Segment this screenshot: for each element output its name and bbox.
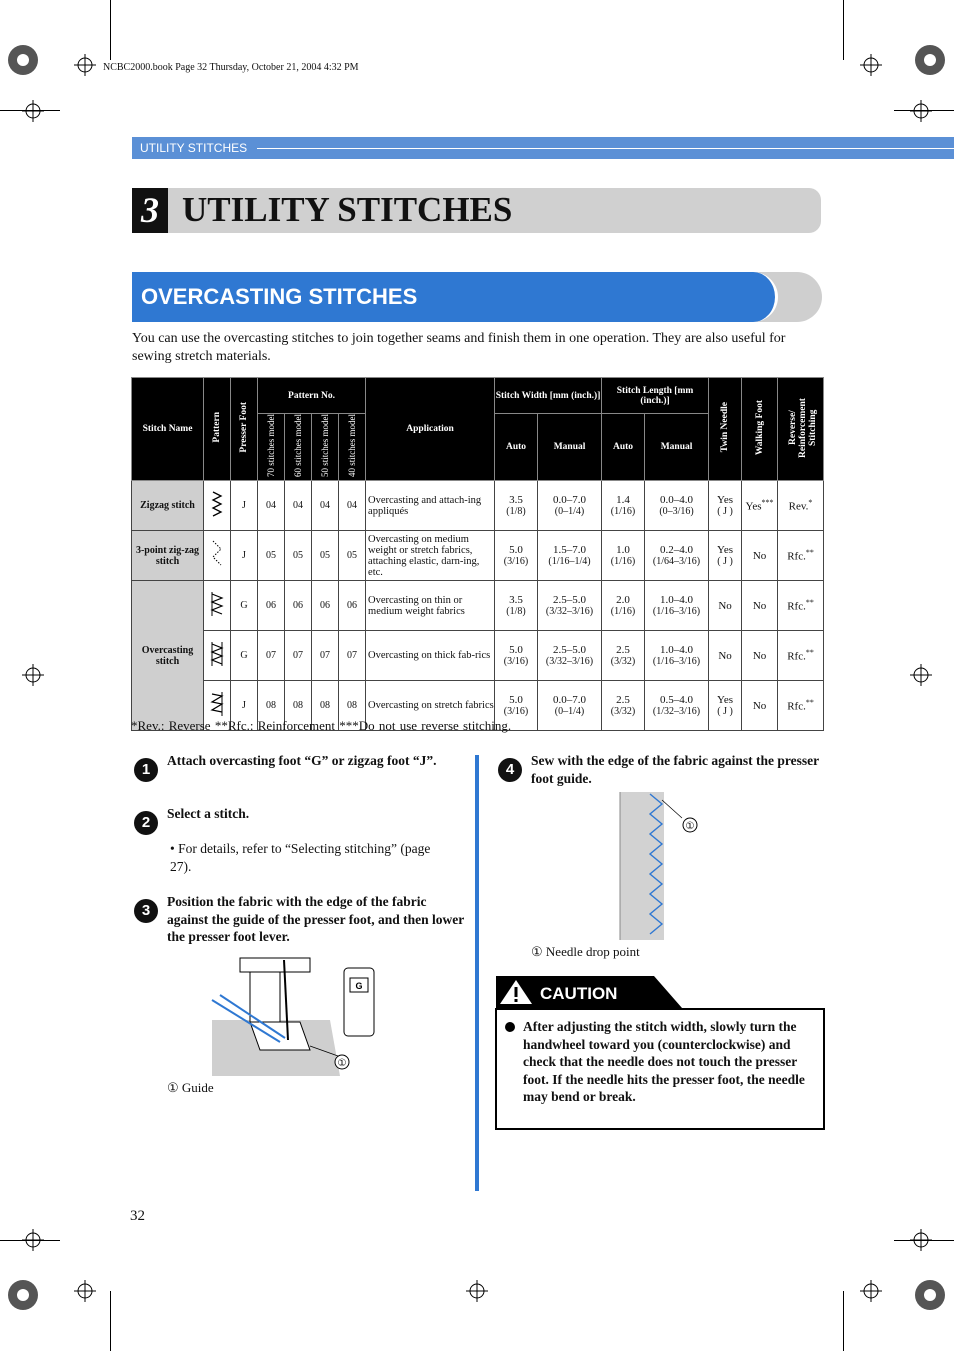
length-manual: 0.2–4.0 (1/64–3/16) [645,531,709,581]
step-bullet: • For details, refer to “Selecting stitching” (page 27). [170,841,431,874]
presser-foot-illustration [210,950,382,1078]
width-manual: 2.5–5.0 (3/32–3/16) [538,631,602,681]
header-manual: Manual [645,414,709,481]
application: Overcasting and attach-ing appliqués [366,481,495,531]
twin-needle: No [709,581,742,631]
callout-label: ① [685,821,695,832]
zigzag-pattern-icon [204,481,231,531]
length-manual: 0.0–4.0 (0–3/16) [645,481,709,531]
caution-box [495,1008,825,1130]
registration-mark-icon [912,1277,948,1313]
pattern-no: 05 [285,531,312,581]
length-auto: 2.5 (3/32) [602,631,645,681]
length-auto: 1.4 (1/16) [602,481,645,531]
stitch-name: Overcasting stitch [132,581,204,731]
pattern-no: 05 [339,531,366,581]
pattern-no: 06 [312,581,339,631]
page-number: 32 [130,1208,145,1224]
section-title: OVERCASTING STITCHES [141,284,418,309]
three-point-zigzag-pattern-icon [204,531,231,581]
crosshair-icon [910,100,932,122]
overcasting-pattern-icon [204,581,231,631]
crosshair-icon [22,1229,44,1251]
twin-needle: No [709,631,742,681]
header-pattern-no: Pattern No. [258,378,366,414]
length-manual: 1.0–4.0 (1/16–3/16) [645,631,709,681]
length-auto: 2.5 (3/32) [602,681,645,731]
pattern-no: 06 [258,581,285,631]
callout-label: ① [337,1058,347,1069]
crosshair-icon [74,54,96,76]
pattern-no: 06 [339,581,366,631]
overcasting-thick-pattern-icon [204,631,231,681]
crosshair-icon [22,664,44,686]
crosshair-icon [910,664,932,686]
table-row [132,531,824,581]
header-twin-needle: Twin Needle [720,402,731,453]
twin-needle: Yes ( J ) [709,531,742,581]
table-footnote: *Rev.: Reverse **Rfc.: Reinforcement ***Do not use reverse stitching. [131,718,512,733]
pattern-no: 07 [312,631,339,681]
figure-caption: ① Needle drop point [531,944,640,959]
header-auto: Auto [602,414,645,481]
crosshair-icon [466,1280,488,1302]
walking-foot: No [742,631,778,681]
column-divider [475,755,479,1191]
pattern-no: 08 [285,681,312,731]
header-manual: Manual [538,414,602,481]
step-number: 2 [134,811,158,835]
chapter-banner [132,188,821,233]
pattern-no: 05 [312,531,339,581]
length-manual: 1.0–4.0 (1/16–3/16) [645,581,709,631]
step-number: 4 [498,758,522,782]
registration-mark-icon [5,42,41,78]
header-auto: Auto [495,414,538,481]
table-row [132,481,824,531]
width-manual: 2.5–5.0 (3/32–3/16) [538,581,602,631]
pattern-no: 07 [285,631,312,681]
header-reverse: Reverse/ Reinforcement Stitching [787,397,818,458]
application: Overcasting on medium weight or stretch fabrics, attaching elastic, darn-ing, etc. [366,531,495,581]
presser-foot: J [231,481,258,531]
walking-foot: No [742,581,778,631]
crosshair-icon [74,1280,96,1302]
running-header [132,137,954,159]
length-auto: 1.0 (1/16) [602,531,645,581]
pattern-no: 06 [285,581,312,631]
reverse: Rfc.** [778,531,824,581]
application: Overcasting on stretch fabrics [366,681,495,731]
presser-foot: J [231,681,258,731]
stitch-name: Zigzag stitch [132,481,204,531]
width-auto: 3.5 (1/8) [495,481,538,531]
step-text: Attach overcasting foot “G” or zigzag foot “J”. [167,753,437,768]
header-model: 40 stitches model [347,414,358,477]
pattern-no: 05 [258,531,285,581]
width-manual: 0.0–7.0 (0–1/4) [538,681,602,731]
file-info: NCBC2000.book Page 32 Thursday, October 21, 2004 4:32 PM [103,62,359,73]
pattern-no: 07 [339,631,366,681]
chapter-title: UTILITY STITCHES [182,190,513,229]
caution-header [496,976,682,1008]
width-auto: 5.0 (3/16) [495,681,538,731]
width-auto: 5.0 (3/16) [495,531,538,581]
crosshair-icon [860,1280,882,1302]
presser-foot: G [231,631,258,681]
application: Overcasting on thin or medium weight fabrics [366,581,495,631]
pattern-no: 04 [285,481,312,531]
header-stitch-name: Stitch Name [132,378,204,481]
header-stitch-length: Stitch Length [mm (inch.)] [602,378,709,414]
header-stitch-width: Stitch Width [mm (inch.)] [495,378,602,414]
chapter-number: 3 [132,188,168,233]
reverse: Rfc.** [778,581,824,631]
width-manual: 1.5–7.0 (1/16–1/4) [538,531,602,581]
running-header-label: UTILITY STITCHES [140,141,248,155]
header-walking-foot: Walking Foot [754,399,765,456]
figure-caption: ① Guide [167,1080,214,1095]
crosshair-icon [860,54,882,76]
header-model: 70 stitches model [266,414,276,477]
presser-foot: J [231,531,258,581]
foot-letter: G [355,981,363,991]
walking-foot: No [742,681,778,731]
needle-drop-illustration [616,790,706,942]
caution-text: After adjusting the stitch width, slowly turn the handwheel toward you (counterclockwise) and check that the needle does not touch the presser foot. If the needle hits the presser foot, the needle may bend or break. [523,1019,805,1104]
step-number: 3 [134,899,158,923]
walking-foot: Yes*** [742,481,778,531]
pattern-no: 08 [339,681,366,731]
crosshair-icon [22,100,44,122]
intro-paragraph: You can use the overcasting stitches to join together seams and finish them in one operation. They are also useful for sewing stretch materials. [132,331,786,364]
step-text: Position the fabric with the edge of the fabric against the guide of the presser foot, and then lower the presser foot lever. [167,894,464,944]
twin-needle: Yes ( J ) [709,681,742,731]
section-banner [132,272,822,322]
caution-title: CAUTION [540,984,618,1003]
width-auto: 3.5 (1/8) [495,581,538,631]
table-row [132,581,824,631]
presser-foot: G [231,581,258,631]
pattern-no: 04 [312,481,339,531]
step-text: Select a stitch. [167,806,250,821]
stitch-table [131,377,824,731]
walking-foot: No [742,531,778,581]
stitch-name: 3-point zig-zag stitch [132,531,204,581]
step-text: Sew with the edge of the fabric against the presser foot guide. [531,753,819,786]
pattern-no: 08 [312,681,339,731]
pattern-no: 08 [258,681,285,731]
width-manual: 0.0–7.0 (0–1/4) [538,481,602,531]
reverse: Rfc.** [778,681,824,731]
width-auto: 5.0 (3/16) [495,631,538,681]
registration-mark-icon [5,1277,41,1313]
application: Overcasting on thick fab-rics [366,631,495,681]
reverse: Rfc.** [778,631,824,681]
bullet-icon [505,1022,515,1032]
header-application: Application [366,378,495,481]
step-number: 1 [134,758,158,782]
pattern-no: 07 [258,631,285,681]
length-manual: 0.5–4.0 (1/32–3/16) [645,681,709,731]
crosshair-icon [910,1229,932,1251]
twin-needle: Yes ( J ) [709,481,742,531]
header-model: 50 stitches model [320,414,330,477]
table-row [132,631,824,681]
reverse: Rev.* [778,481,824,531]
pattern-no: 04 [339,481,366,531]
pattern-no: 04 [258,481,285,531]
header-presser-foot: Presser Foot [239,402,249,453]
header-model: 60 stitches model [293,414,303,477]
header-pattern: Pattern [212,412,222,443]
length-auto: 2.0 (1/16) [602,581,645,631]
registration-mark-icon [912,42,948,78]
